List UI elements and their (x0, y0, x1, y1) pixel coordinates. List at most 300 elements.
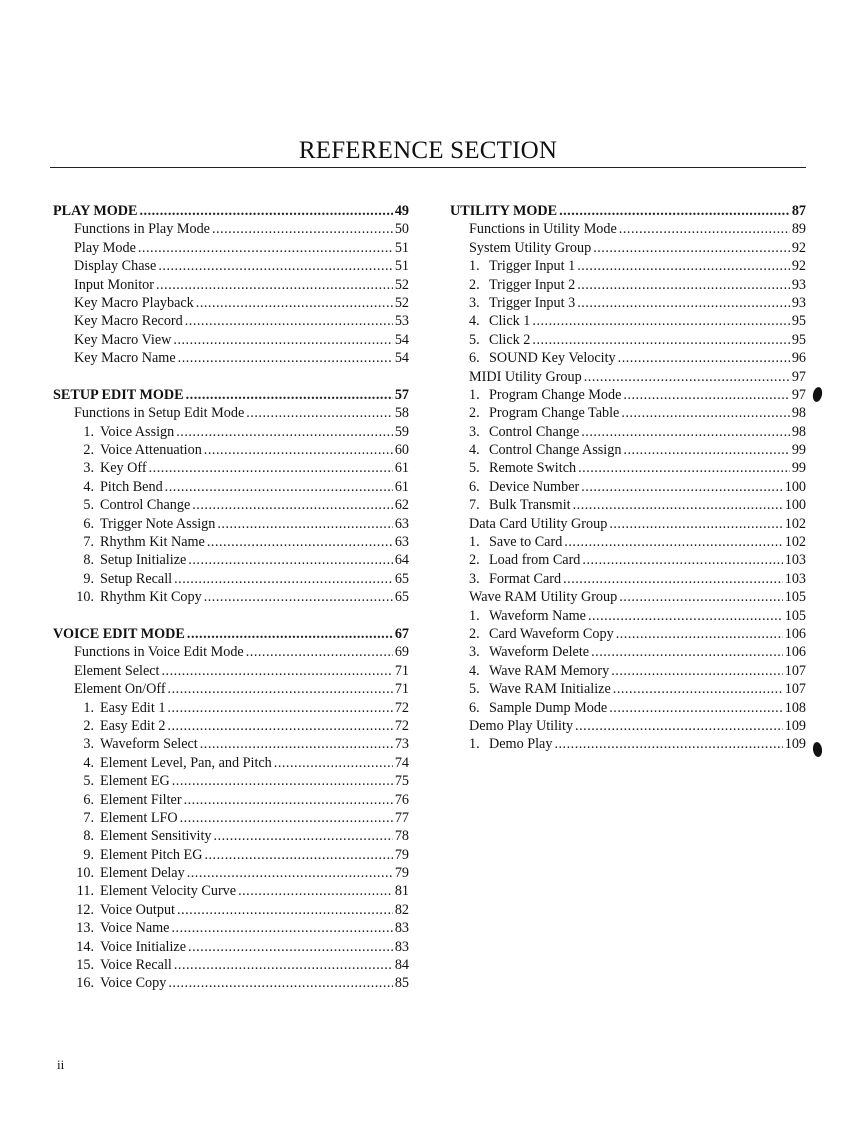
toc-entry-title (74, 956, 172, 974)
dot-leader (188, 938, 393, 956)
toc-entry (53, 882, 409, 900)
toc-entry-label: SETUP EDIT MODE (53, 386, 184, 403)
dot-leader (532, 312, 789, 330)
toc-entry-number: 1. (469, 736, 480, 753)
toc-page-number: 103 (784, 552, 806, 569)
toc-entry (53, 220, 409, 238)
dot-leader (274, 754, 393, 772)
toc-page-number: 53 (394, 313, 409, 330)
toc-entry (53, 459, 409, 477)
toc-entry-number: 4. (469, 313, 480, 330)
toc-entry-label: Functions in Utility Mode (469, 221, 617, 238)
toc-entry-number: 7. (83, 809, 94, 826)
toc-entry-label: Bulk Transmit (489, 497, 571, 514)
toc-entry-label: Wave RAM Memory (489, 662, 610, 679)
toc-entry-number: 6. (469, 478, 480, 495)
toc-entry-number: 13. (76, 920, 94, 937)
toc-entry (53, 791, 409, 809)
toc-entry-title (74, 533, 205, 551)
toc-entry-number: 7. (83, 534, 94, 551)
toc-page-number: 63 (394, 515, 409, 532)
toc-entry-label: Key Macro Record (74, 313, 183, 330)
toc-page-number: 87 (791, 203, 806, 219)
dot-leader (588, 607, 783, 625)
toc-entry (53, 643, 409, 661)
dot-leader (217, 515, 392, 533)
toc-page-number: 109 (784, 717, 806, 734)
toc-entry-label: Setup Recall (100, 570, 173, 587)
dot-leader (180, 809, 393, 827)
toc-entry-number: 9. (83, 846, 94, 863)
toc-entry (450, 570, 806, 588)
section-spacer (53, 607, 409, 625)
dot-leader (609, 515, 782, 533)
toc-entry-title (469, 625, 614, 643)
toc-entry-number: 4. (83, 478, 94, 495)
toc-entry (450, 699, 806, 717)
dot-leader (623, 441, 789, 459)
toc-entry (53, 423, 409, 441)
toc-entry-number: 2. (83, 717, 94, 734)
toc-entry-title (74, 441, 202, 459)
dot-leader (578, 459, 790, 477)
toc-entry-label: Card Waveform Copy (489, 625, 614, 642)
toc-entry (53, 294, 409, 312)
toc-entry-title (74, 404, 244, 422)
toc-entry-title (469, 441, 621, 459)
dot-leader (139, 202, 392, 220)
toc-entry-title (74, 515, 215, 533)
toc-page-number: 61 (394, 478, 409, 495)
toc-entry-label: Data Card Utility Group (469, 515, 608, 532)
toc-entry-title (74, 662, 160, 680)
toc-entry-number: 3. (83, 736, 94, 753)
dot-leader (619, 220, 790, 238)
toc-entry-number: 5. (83, 497, 94, 514)
toc-entry-label: Element Sensitivity (100, 828, 212, 845)
toc-entry (450, 607, 806, 625)
toc-entry-label: Input Monitor (74, 276, 154, 293)
page-title: REFERENCE SECTION (298, 137, 558, 164)
toc-entry-title (74, 974, 166, 992)
dot-leader (167, 699, 392, 717)
toc-page-number: 107 (784, 681, 806, 698)
toc-entry-label: Program Change Mode (489, 386, 622, 403)
toc-section-heading (53, 202, 409, 220)
toc-entry-label: Program Change Table (489, 405, 620, 422)
toc-entry-title (469, 680, 611, 698)
toc-entry-number: 11. (76, 883, 94, 900)
toc-entry (450, 662, 806, 680)
toc-entry-title (469, 294, 575, 312)
toc-page-number: 72 (394, 699, 409, 716)
dot-leader (178, 349, 393, 367)
toc-page-number: 98 (791, 405, 806, 422)
dot-leader (609, 699, 783, 717)
toc-entry (450, 276, 806, 294)
dot-leader (246, 643, 393, 661)
toc-page-number: 59 (394, 423, 409, 440)
toc-entry-number: 1. (469, 534, 480, 551)
toc-entry-title (74, 717, 165, 735)
toc-entry-number: 2. (83, 442, 94, 459)
dot-leader (575, 717, 783, 735)
toc-page-number: 69 (394, 644, 409, 661)
toc-entry-title (469, 515, 607, 533)
toc-page-number: 97 (791, 386, 806, 403)
toc-entry-title (469, 368, 582, 386)
toc-entry (53, 441, 409, 459)
toc-entry-title (74, 735, 198, 753)
toc-entry (53, 809, 409, 827)
toc-entry-number: 4. (469, 442, 480, 459)
toc-entry (450, 625, 806, 643)
toc-entry (450, 239, 806, 257)
toc-entry-label: Functions in Voice Edit Mode (74, 644, 244, 661)
toc-entry-number: 4. (469, 662, 480, 679)
toc-entry-label: Element Filter (100, 791, 182, 808)
toc-entry-title (74, 478, 163, 496)
toc-entry-label: Trigger Input 2 (489, 276, 576, 293)
toc-page-number: 89 (791, 221, 806, 238)
toc-entry-title (74, 809, 178, 827)
toc-entry (450, 680, 806, 698)
toc-page-number: 99 (791, 442, 806, 459)
toc-entry (450, 735, 806, 753)
toc-entry-number: 8. (83, 552, 94, 569)
dot-leader (167, 717, 392, 735)
dot-leader (168, 974, 392, 992)
dot-leader (564, 533, 782, 551)
toc-entry-title (469, 533, 562, 551)
toc-entry (53, 662, 409, 680)
toc-entry (450, 386, 806, 404)
toc-right-column (450, 202, 806, 754)
toc-entry-title (74, 919, 169, 937)
dot-leader (204, 441, 393, 459)
toc-entry-title (74, 331, 171, 349)
dot-leader (204, 588, 393, 606)
toc-page-number: 82 (394, 901, 409, 918)
toc-entry-title (74, 901, 175, 919)
dot-leader (158, 257, 392, 275)
toc-entry-label: Trigger Note Assign (100, 515, 216, 532)
toc-entry-label: Display Chase (74, 258, 157, 275)
dot-leader (165, 478, 393, 496)
toc-page-number: 65 (394, 570, 409, 587)
toc-entry-title (74, 643, 244, 661)
toc-entry-number: 12. (76, 901, 94, 918)
dot-leader (573, 496, 783, 514)
toc-entry-label: MIDI Utility Group (469, 368, 582, 385)
toc-page-number: 64 (394, 552, 409, 569)
toc-entry-number: 5. (469, 331, 480, 348)
toc-entry-label: Click 2 (489, 331, 531, 348)
toc-entry (53, 404, 409, 422)
toc-entry-label: Demo Play (489, 736, 553, 753)
toc-page-number: 81 (394, 883, 409, 900)
toc-entry-label: Element LFO (100, 809, 178, 826)
title-rule (50, 167, 806, 168)
toc-section-heading (450, 202, 806, 220)
toc-entry-label: Rhythm Kit Name (100, 534, 205, 551)
toc-page-number: 79 (394, 865, 409, 882)
toc-entry-title (469, 735, 552, 753)
toc-entry-label: Pitch Bend (100, 478, 163, 495)
toc-entry-title (74, 846, 202, 864)
toc-entry-label: Voice Output (100, 901, 176, 918)
toc-entry (450, 423, 806, 441)
toc-page-number: 83 (394, 920, 409, 937)
dot-leader (173, 331, 392, 349)
toc-entry (450, 533, 806, 551)
toc-entry-title (74, 423, 174, 441)
toc-entry-label: Easy Edit 2 (100, 717, 166, 734)
toc-entry-label: Click 1 (489, 313, 531, 330)
toc-entry-label: Key Off (100, 460, 147, 477)
toc-entry-label: Waveform Name (489, 607, 586, 624)
toc-entry-label: Voice Name (100, 920, 170, 937)
toc-entry-number: 6. (469, 699, 480, 716)
toc-entry-title (74, 349, 176, 367)
toc-page-number: 92 (791, 239, 806, 256)
toc-entry-title (74, 754, 272, 772)
toc-entry-title (74, 864, 185, 882)
toc-entry-number: 5. (83, 773, 94, 790)
toc-entry-label: Voice Recall (100, 957, 172, 974)
toc-entry-label: Control Change (100, 497, 191, 514)
toc-entry-label: Functions in Setup Edit Mode (74, 405, 245, 422)
toc-entry (53, 349, 409, 367)
dot-leader (584, 368, 790, 386)
toc-entry-title (469, 496, 571, 514)
dot-leader (174, 570, 393, 588)
toc-entry-label: Waveform Select (100, 736, 198, 753)
toc-page-number: 61 (394, 460, 409, 477)
toc-entry-label: Element Pitch EG (100, 846, 203, 863)
toc-entry-title (74, 588, 202, 606)
dot-leader (559, 202, 790, 220)
toc-section-heading (53, 386, 409, 404)
toc-page-number: 79 (394, 846, 409, 863)
dot-leader (621, 404, 789, 422)
toc-entry (53, 864, 409, 882)
toc-entry-title (74, 827, 212, 845)
dot-leader (162, 662, 393, 680)
toc-entry-label: Wave RAM Initialize (489, 681, 611, 698)
toc-entry-label: Element EG (100, 773, 170, 790)
toc-entry-label: Easy Edit 1 (100, 699, 166, 716)
toc-entry-title (469, 331, 530, 349)
toc-entry-title (74, 220, 210, 238)
toc-page-number: 92 (791, 258, 806, 275)
toc-page-number: 51 (394, 239, 409, 256)
toc-page-number: 106 (784, 625, 806, 642)
toc-page-number: 105 (784, 607, 806, 624)
toc-page-number: 103 (784, 570, 806, 587)
toc-entry-label: Trigger Input 3 (489, 294, 576, 311)
toc-entry-number: 1. (469, 607, 480, 624)
dot-leader (618, 349, 790, 367)
toc-entry-number: 14. (76, 938, 94, 955)
toc-page-number: 95 (791, 331, 806, 348)
toc-entry (450, 404, 806, 422)
toc-page-number: 57 (394, 386, 409, 403)
toc-entry-title (469, 717, 573, 735)
toc-entry (53, 901, 409, 919)
toc-entry-title (469, 220, 617, 238)
toc-entry (53, 257, 409, 275)
toc-entry (450, 312, 806, 330)
binder-hole-mark (812, 741, 823, 757)
dot-leader (176, 423, 393, 441)
toc-page-number: 107 (784, 662, 806, 679)
toc-entry-title (469, 699, 607, 717)
toc-entry-label: Voice Initialize (100, 938, 187, 955)
toc-entry (450, 349, 806, 367)
dot-leader (581, 423, 790, 441)
toc-entry-label: Trigger Input 1 (489, 258, 576, 275)
toc-entry-number: 7. (469, 497, 480, 514)
dot-leader (577, 257, 790, 275)
toc-page-number: 102 (784, 515, 806, 532)
toc-entry-title (74, 680, 166, 698)
toc-entry-number: 6. (83, 791, 94, 808)
toc-entry (53, 533, 409, 551)
dot-leader (168, 680, 393, 698)
toc-entry (53, 974, 409, 992)
toc-entry (450, 220, 806, 238)
dot-leader (611, 662, 783, 680)
toc-entry (450, 496, 806, 514)
dot-leader (138, 239, 393, 257)
toc-entry (450, 643, 806, 661)
toc-entry-title (74, 294, 194, 312)
toc-entry-number: 4. (83, 754, 94, 771)
dot-leader (172, 772, 393, 790)
toc-entry-title (469, 404, 619, 422)
toc-entry-label: PLAY MODE (53, 203, 138, 219)
toc-page-number: 65 (394, 589, 409, 606)
toc-entry (450, 459, 806, 477)
toc-entry-title (74, 699, 165, 717)
toc-entry-label: Demo Play Utility (469, 717, 574, 734)
toc-page-number: 99 (791, 460, 806, 477)
toc-entry (450, 588, 806, 606)
toc-page-number: 106 (784, 644, 806, 661)
toc-entry (53, 496, 409, 514)
dot-leader (619, 588, 783, 606)
toc-entry (450, 294, 806, 312)
toc-entry-title (74, 791, 182, 809)
dot-leader (187, 625, 393, 643)
toc-entry-label: Element Delay (100, 865, 185, 882)
toc-entry-title (74, 570, 172, 588)
toc-page-number: 73 (394, 736, 409, 753)
toc-entry-title (450, 202, 557, 220)
toc-left-column (53, 202, 409, 993)
dot-leader (200, 735, 393, 753)
toc-entry-label: Setup Initialize (100, 552, 187, 569)
toc-entry-label: Waveform Delete (489, 644, 590, 661)
toc-page-number: 62 (394, 497, 409, 514)
toc-entry-number: 1. (83, 699, 94, 716)
toc-page-number: 102 (784, 534, 806, 551)
toc-entry-title (469, 423, 579, 441)
toc-entry-number: 3. (469, 294, 480, 311)
toc-entry (450, 257, 806, 275)
toc-entry (450, 515, 806, 533)
toc-entry-title (469, 643, 589, 661)
dot-leader (238, 882, 393, 900)
toc-entry-label: Element Velocity Curve (100, 883, 237, 900)
toc-entry-title (469, 276, 575, 294)
toc-entry-label: Key Macro View (74, 331, 172, 348)
toc-entry-label: Key Macro Name (74, 350, 176, 367)
toc-entry-label: Play Mode (74, 239, 136, 256)
toc-entry-number: 5. (469, 681, 480, 698)
toc-entry-title (53, 386, 184, 404)
dot-leader (616, 625, 783, 643)
dot-leader (581, 478, 783, 496)
toc-page-number: 54 (394, 331, 409, 348)
dot-leader (563, 570, 783, 588)
toc-page-number: 100 (784, 478, 806, 495)
toc-page-number: 52 (394, 294, 409, 311)
toc-entry-title (469, 386, 621, 404)
dot-leader (212, 220, 393, 238)
toc-entry-number: 3. (469, 423, 480, 440)
toc-entry-label: Save to Card (489, 534, 563, 551)
toc-page-number: 97 (791, 368, 806, 385)
toc-entry (53, 515, 409, 533)
toc-entry (53, 331, 409, 349)
toc-page-number: 60 (394, 442, 409, 459)
toc-page-number: 58 (394, 405, 409, 422)
toc-entry-title (469, 239, 591, 257)
dot-leader (613, 680, 783, 698)
toc-entry-title (74, 257, 156, 275)
toc-entry-label: SOUND Key Velocity (489, 350, 616, 367)
toc-page-number: 85 (394, 975, 409, 992)
toc-entry (53, 956, 409, 974)
toc-entry-label: System Utility Group (469, 239, 592, 256)
binder-hole-mark (812, 386, 824, 403)
toc-entry (53, 699, 409, 717)
toc-entry-label: Load from Card (489, 552, 581, 569)
toc-entry (53, 588, 409, 606)
toc-entry (450, 478, 806, 496)
dot-leader (174, 956, 393, 974)
toc-entry (53, 827, 409, 845)
dot-leader (577, 276, 790, 294)
toc-entry-title (469, 312, 530, 330)
toc-entry-label: Key Macro Playback (74, 294, 194, 311)
dot-leader (184, 791, 393, 809)
toc-entry (450, 368, 806, 386)
toc-entry-label: Format Card (489, 570, 562, 587)
toc-entry-title (74, 882, 236, 900)
dot-leader (577, 294, 790, 312)
toc-entry-title (469, 570, 561, 588)
dot-leader (554, 735, 782, 753)
toc-page-number: 63 (394, 534, 409, 551)
toc-entry-label: Remote Switch (489, 460, 577, 477)
toc-entry-title (469, 257, 575, 275)
toc-entry-label: Device Number (489, 478, 580, 495)
toc-entry-title (74, 276, 154, 294)
toc-entry-title (53, 625, 185, 643)
